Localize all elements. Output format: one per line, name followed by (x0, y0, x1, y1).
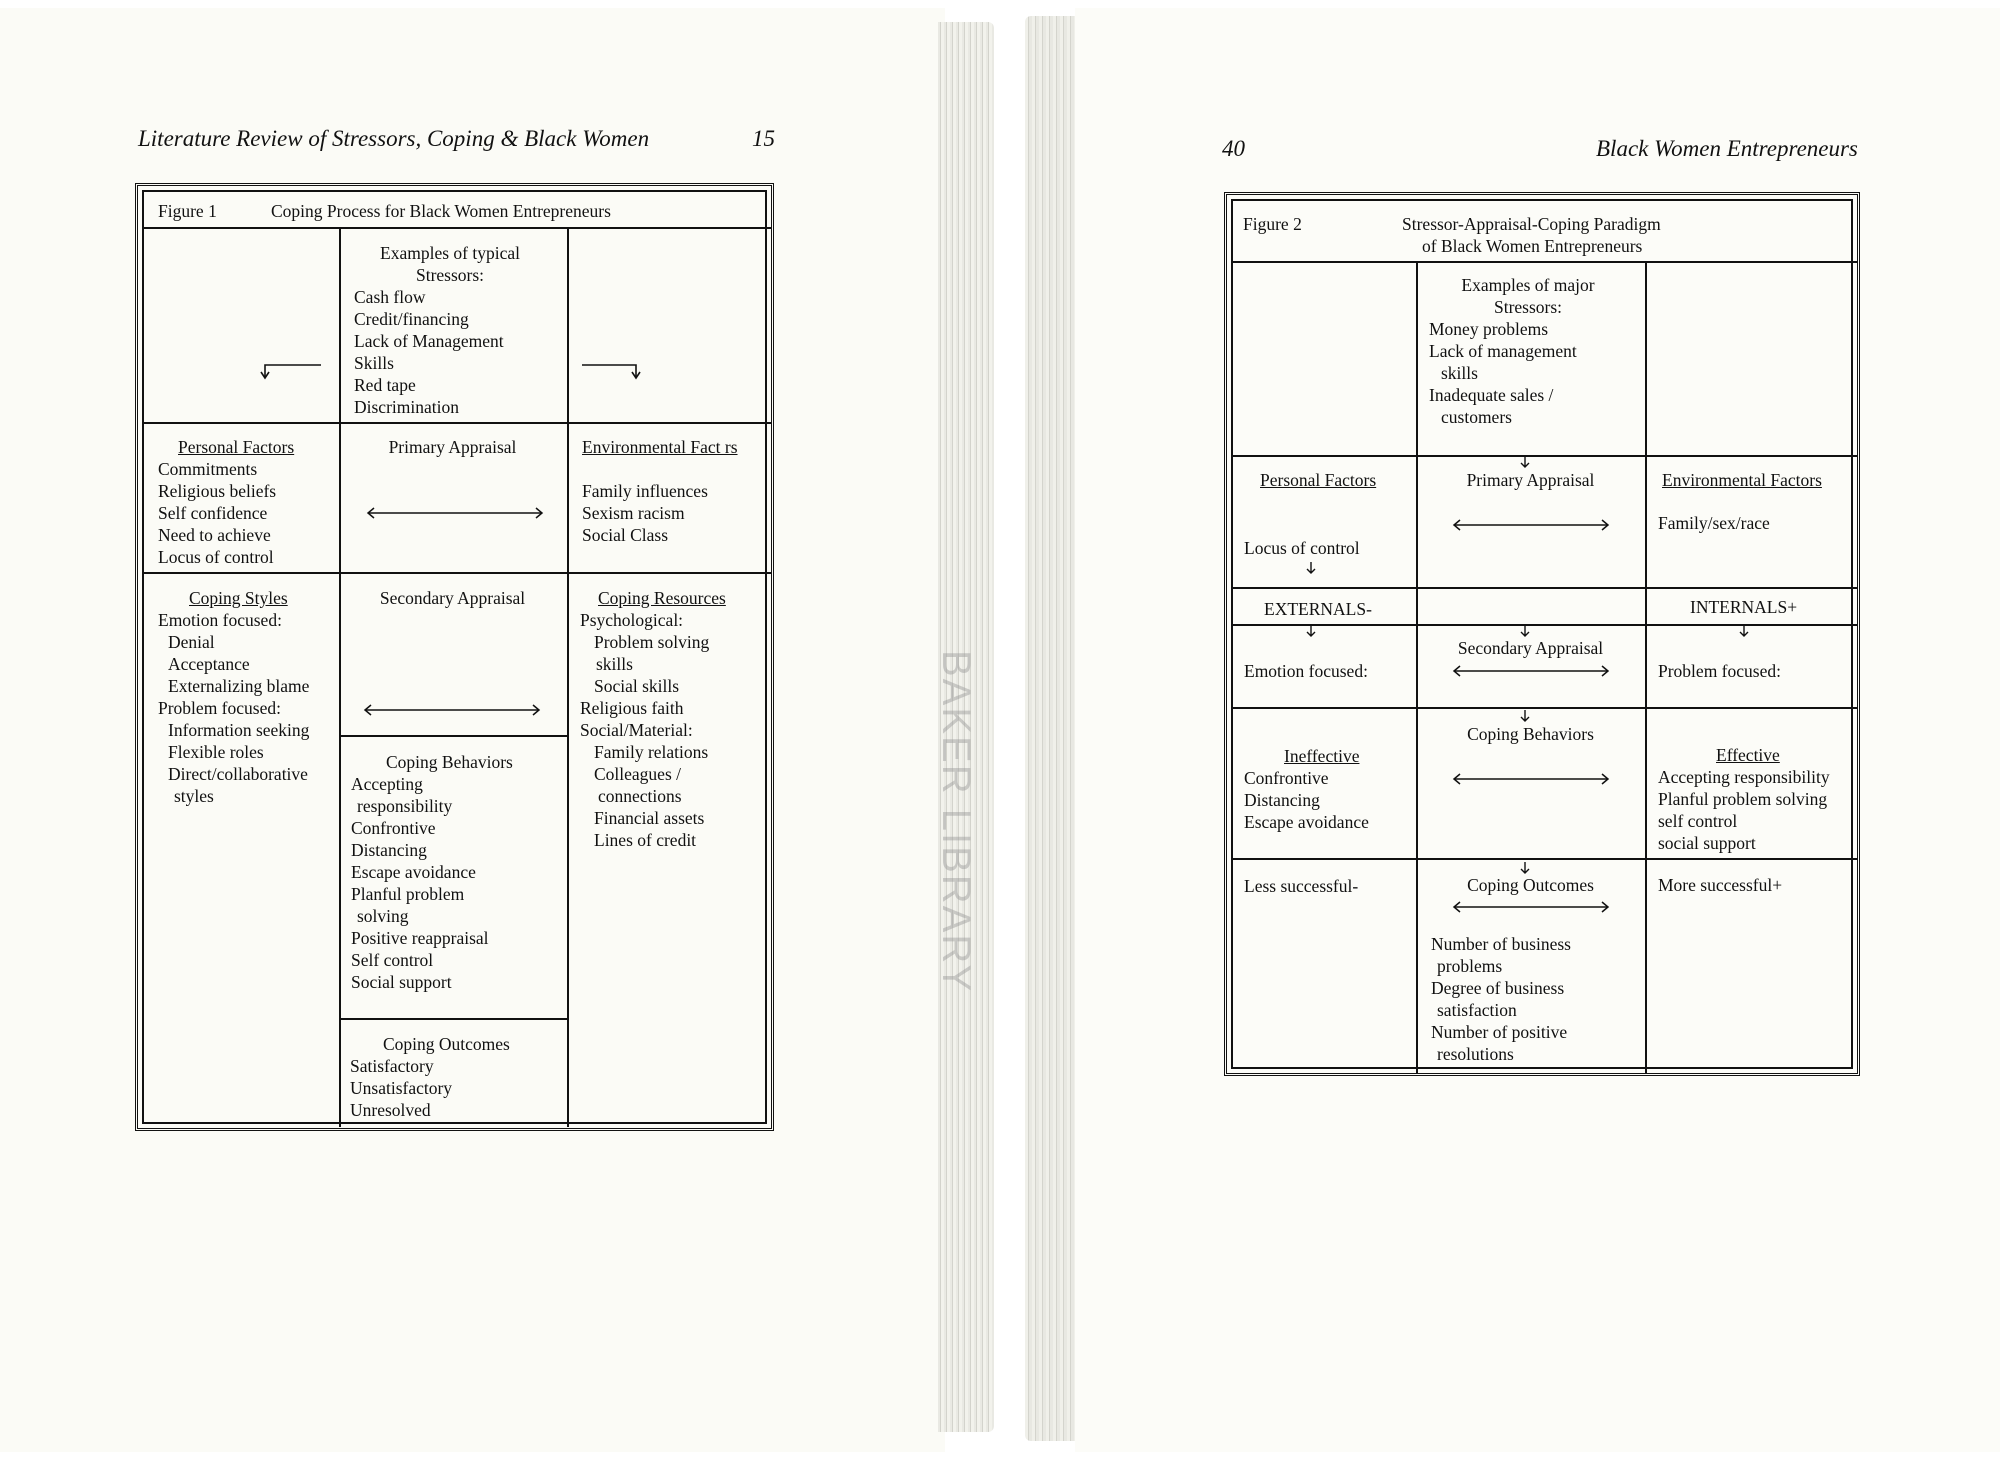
left-running-head: Literature Review of Stressors, Coping & Black Women (138, 126, 650, 151)
right-page-number: 40 (1222, 136, 1245, 161)
coping-styles (158, 587, 309, 807)
primary-appraisal-label-2: Primary Appraisal (1466, 470, 1595, 490)
environmental-factors-heading-2: Environmental Factors (1662, 470, 1822, 490)
list-item: social support (1658, 833, 1756, 853)
divider (1233, 261, 1857, 263)
list-item: Externalizing blame (168, 676, 310, 696)
list-item: Lines of credit (594, 830, 697, 850)
left-page-number: 15 (752, 126, 775, 151)
coping-behaviors (351, 751, 513, 993)
major-stressors-list (1429, 318, 1577, 428)
divider (144, 572, 771, 574)
divider (144, 422, 771, 424)
divider (1233, 587, 1857, 589)
problem-focused-label-2: Problem focused: (1658, 661, 1781, 681)
list-item: Flexible roles (168, 742, 264, 762)
list-item: Family relations (594, 742, 709, 762)
coping-styles-heading: Coping Styles (189, 588, 288, 608)
divider (1645, 261, 1647, 1073)
coping-resources (580, 587, 726, 851)
divider (1233, 624, 1857, 626)
internals-label: INTERNALS+ (1690, 597, 1798, 617)
list-item: Acceptance (168, 654, 250, 674)
list-item: Confrontive (351, 818, 436, 838)
list-item: Information seeking (168, 720, 310, 740)
list-item: Sexism racism (582, 503, 685, 523)
list-item: resolutions (1437, 1044, 1514, 1064)
list-item: Money problems (1429, 319, 1549, 339)
list-item: Religious beliefs (158, 481, 277, 501)
list-item: problems (1437, 956, 1503, 976)
more-successful-label: More successful+ (1658, 875, 1783, 895)
list-item: Planful problem (351, 884, 465, 904)
down-arrow-icon (1305, 624, 1317, 638)
coping-outcomes-heading: Coping Outcomes (383, 1034, 510, 1054)
divider (339, 735, 567, 737)
list-item: Number of positive (1431, 1022, 1568, 1042)
list-item: Unresolved (350, 1100, 431, 1120)
list-item: Family influences (582, 481, 708, 501)
material-label: Social/Material: (580, 720, 693, 740)
list-item: skills (1441, 363, 1478, 383)
figure-2-title: Stressor-Appraisal-Coping Paradigm of Black Women Entrepreneurs (1402, 214, 1661, 256)
list-item: Religious faith (580, 698, 684, 718)
primary-appraisal-label: Primary Appraisal (388, 437, 517, 457)
list-item: Planful problem solving (1658, 789, 1828, 809)
ineffective-group (1244, 745, 1369, 833)
list-item: Lack of Management (354, 331, 504, 351)
coping-outcomes (350, 1033, 510, 1121)
list-item: Escape avoidance (1244, 812, 1369, 832)
list-item: Self control (351, 950, 434, 970)
list-item: Credit/financing (354, 309, 469, 329)
divider (1416, 261, 1418, 1073)
right-page-edges (1025, 16, 1077, 1441)
figure-2-label: Figure 2 (1243, 214, 1302, 234)
down-arrow-icon (1519, 709, 1531, 723)
list-item: Discrimination (354, 397, 459, 417)
list-item: Self confidence (158, 503, 268, 523)
list-item: Need to achieve (158, 525, 271, 545)
double-arrow-icon (1451, 770, 1611, 788)
locus-of-control: Locus of control (1244, 538, 1360, 558)
less-successful-label: Less successful- (1244, 876, 1359, 896)
emotion-focused-label-2: Emotion focused: (1244, 661, 1368, 681)
coping-outcomes-label-2: Coping Outcomes (1467, 875, 1594, 895)
secondary-appraisal-label-2: Secondary Appraisal (1457, 638, 1604, 658)
list-item: Positive reappraisal (351, 928, 489, 948)
down-arrow-icon (1519, 861, 1531, 875)
flow-down-right-arrow (580, 355, 650, 381)
list-item: Satisfactory (350, 1056, 434, 1076)
list-item: Distancing (351, 840, 427, 860)
personal-factors (158, 436, 294, 568)
list-item: solving (357, 906, 409, 926)
effective-heading: Effective (1716, 745, 1780, 765)
coping-behaviors-heading: Coping Behaviors (386, 752, 513, 772)
list-item: Social support (351, 972, 452, 992)
flow-down-left-arrow (255, 355, 325, 381)
personal-factors-heading: Personal Factors (178, 437, 295, 457)
library-stamp: BAKER LIBRARY (934, 650, 978, 994)
divider (1233, 858, 1857, 860)
divider (144, 227, 771, 229)
secondary-appraisal-label: Secondary Appraisal (379, 588, 526, 608)
list-item: Problem solving (594, 632, 710, 652)
stressors-heading: Examples of typical Stressors: (380, 243, 520, 285)
list-item: Lack of management (1429, 341, 1577, 361)
list-item: Escape avoidance (351, 862, 476, 882)
divider (1233, 707, 1857, 709)
list-item: Colleagues / (594, 764, 681, 784)
externals-label: EXTERNALS- (1264, 599, 1372, 619)
list-item: Accepting responsibility (1658, 767, 1830, 787)
coping-behaviors-label-2: Coping Behaviors (1467, 724, 1594, 744)
right-running-head: Black Women Entrepreneurs (1596, 136, 1858, 161)
list-item: Social Class (582, 525, 669, 545)
double-arrow-icon (1451, 516, 1611, 534)
coping-resources-heading: Coping Resources (598, 588, 726, 608)
divider (339, 1018, 567, 1020)
outcomes-list (1431, 933, 1571, 1065)
stressors-list (354, 286, 504, 418)
list-item: Denial (168, 632, 215, 652)
list-item: Confrontive (1244, 768, 1329, 788)
down-arrow-icon (1305, 561, 1317, 575)
list-item: Cash flow (354, 287, 426, 307)
figure-1-label: Figure 1 (158, 201, 217, 221)
list-item: Financial assets (594, 808, 705, 828)
list-item: Degree of business (1431, 978, 1565, 998)
double-arrow-icon (362, 700, 542, 720)
list-item: Skills (354, 353, 394, 373)
environmental-factors-heading: Environmental Fact rs (582, 437, 738, 457)
list-item: connections (598, 786, 682, 806)
list-item: responsibility (357, 796, 453, 816)
list-item: Direct/collaborative (168, 764, 308, 784)
list-item: customers (1441, 407, 1512, 427)
double-arrow-icon (1451, 898, 1611, 916)
list-item: Social skills (594, 676, 680, 696)
list-item: Locus of control (158, 547, 274, 567)
list-item: Commitments (158, 459, 258, 479)
ineffective-heading: Ineffective (1284, 746, 1360, 766)
down-arrow-icon (1519, 624, 1531, 638)
divider (1233, 455, 1857, 457)
problem-focused-label: Problem focused: (158, 698, 281, 718)
down-arrow-icon (1519, 455, 1531, 469)
list-item: Number of business (1431, 934, 1571, 954)
psychological-label: Psychological: (580, 610, 684, 630)
double-arrow-icon (1451, 662, 1611, 680)
list-item: Unsatisfactory (350, 1078, 453, 1098)
divider (567, 227, 569, 1127)
list-item: Inadequate sales / (1429, 385, 1554, 405)
list-item: skills (596, 654, 633, 674)
figure-1-title: Coping Process for Black Women Entrepreneurs (271, 201, 611, 221)
effective-group (1658, 744, 1830, 854)
emotion-focused-label: Emotion focused: (158, 610, 282, 630)
divider (339, 227, 341, 1127)
list-item: styles (174, 786, 214, 806)
list-item: satisfaction (1437, 1000, 1517, 1020)
down-arrow-icon (1738, 624, 1750, 638)
list-item: Distancing (1244, 790, 1320, 810)
major-stressors-heading: Examples of major Stressors: (1461, 275, 1595, 317)
double-arrow-icon (365, 503, 545, 523)
list-item: Accepting (351, 774, 423, 794)
environmental-factors (582, 436, 738, 546)
list-item: self control (1658, 811, 1738, 831)
personal-factors-heading-2: Personal Factors (1260, 470, 1377, 490)
environmental-factor: Family/sex/race (1658, 513, 1770, 533)
list-item: Red tape (354, 375, 416, 395)
